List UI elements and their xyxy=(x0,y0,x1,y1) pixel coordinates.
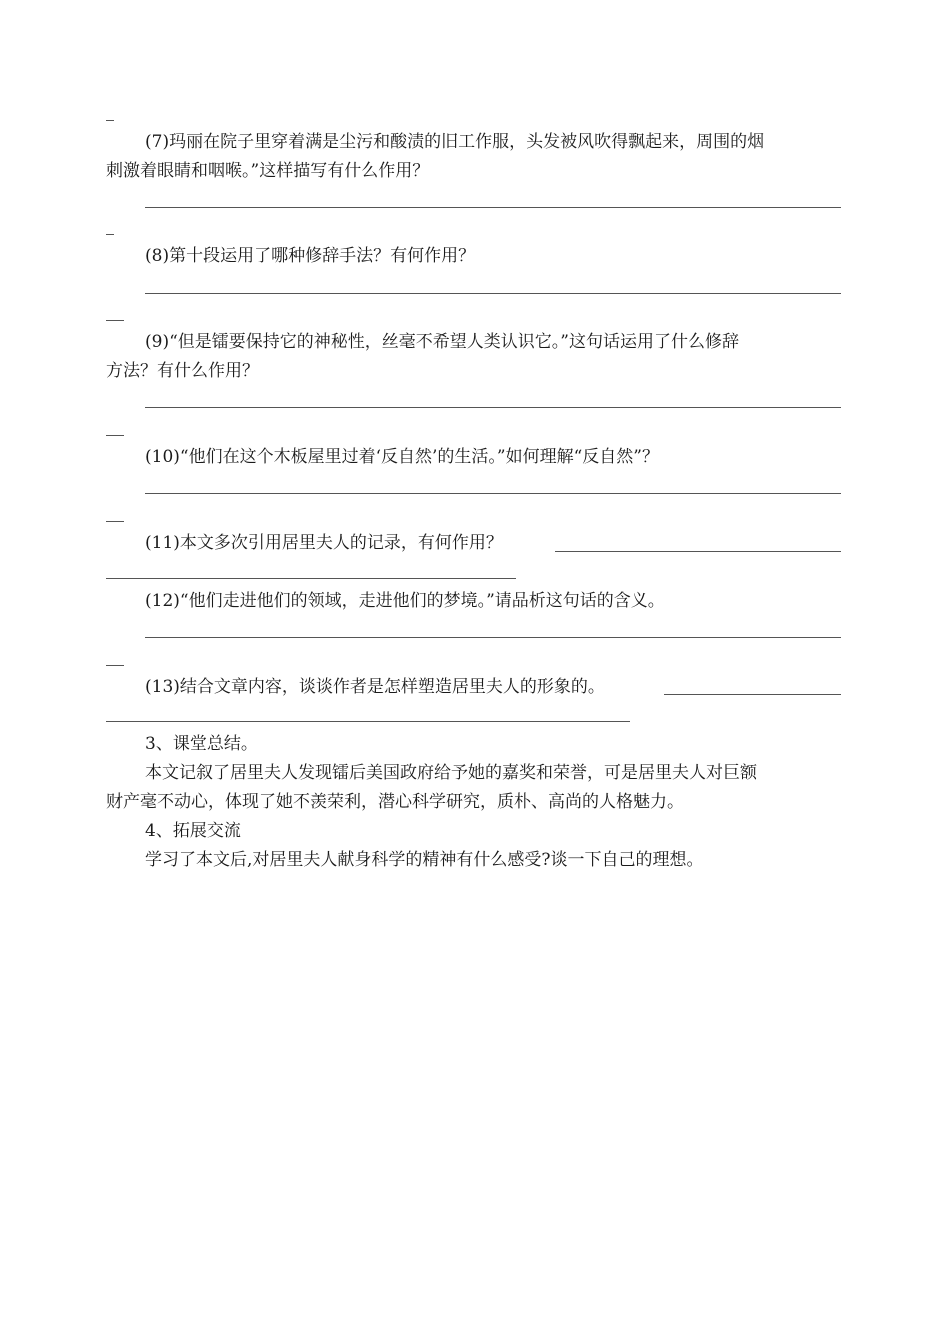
question-8-line-1: (8)第十段运用了哪种修辞手法？有何作用？ xyxy=(145,246,476,266)
answer-line-stub xyxy=(106,521,124,522)
extension-heading: 4、拓展交流 xyxy=(145,821,241,841)
summary-line-2: 财产毫不动心，体现了她不羡荣利，潜心科学研究，质朴、高尚的人格魅力。 xyxy=(106,792,684,812)
extension-line-1: 学习了本文后,对居里夫人献身科学的精神有什么感受?谈一下自己的理想。 xyxy=(145,850,704,870)
answer-line[interactable] xyxy=(145,637,841,638)
question-9-line-2: 方法？有什么作用？ xyxy=(106,361,259,381)
answer-line-stub xyxy=(106,435,124,436)
question-11-line-1: (11)本文多次引用居里夫人的记录，有何作用？ xyxy=(145,533,503,553)
question-10-line-1: (10)“他们在这个木板屋里过着‘反自然’的生活。”如何理解“反自然”？ xyxy=(145,447,659,467)
question-12-line-1: (12)“他们走进他们的领域，走进他们的梦境。”请品析这句话的含义。 xyxy=(145,591,665,611)
answer-line[interactable] xyxy=(145,407,841,408)
question-7-line-1: (7)玛丽在院子里穿着满是尘污和酸渍的旧工作服，头发被风吹得飘起来，周围的烟 xyxy=(145,132,765,152)
answer-line[interactable] xyxy=(145,493,841,494)
answer-line[interactable] xyxy=(106,721,630,722)
answer-line-inline[interactable] xyxy=(664,694,841,695)
answer-line-stub xyxy=(106,234,114,235)
answer-line-stub xyxy=(106,665,124,666)
answer-line[interactable] xyxy=(106,578,516,579)
answer-line[interactable] xyxy=(145,293,841,294)
answer-line-stub xyxy=(106,120,114,121)
question-13-line-1: (13)结合文章内容，谈谈作者是怎样塑造居里夫人的形象的。 xyxy=(145,677,605,697)
summary-line-1: 本文记叙了居里夫人发现镭后美国政府给予她的嘉奖和荣誉，可是居里夫人对巨额 xyxy=(145,763,757,783)
summary-heading: 3、课堂总结。 xyxy=(145,734,258,754)
answer-line-inline[interactable] xyxy=(555,551,841,552)
answer-line[interactable] xyxy=(145,207,841,208)
question-9-line-1: (9)“但是镭要保持它的神秘性，丝毫不希望人类认识它。”这句话运用了什么修辞 xyxy=(145,332,739,352)
question-7-line-2: 刺激着眼睛和咽喉。”这样描写有什么作用？ xyxy=(106,161,430,181)
answer-line-stub xyxy=(106,320,124,321)
